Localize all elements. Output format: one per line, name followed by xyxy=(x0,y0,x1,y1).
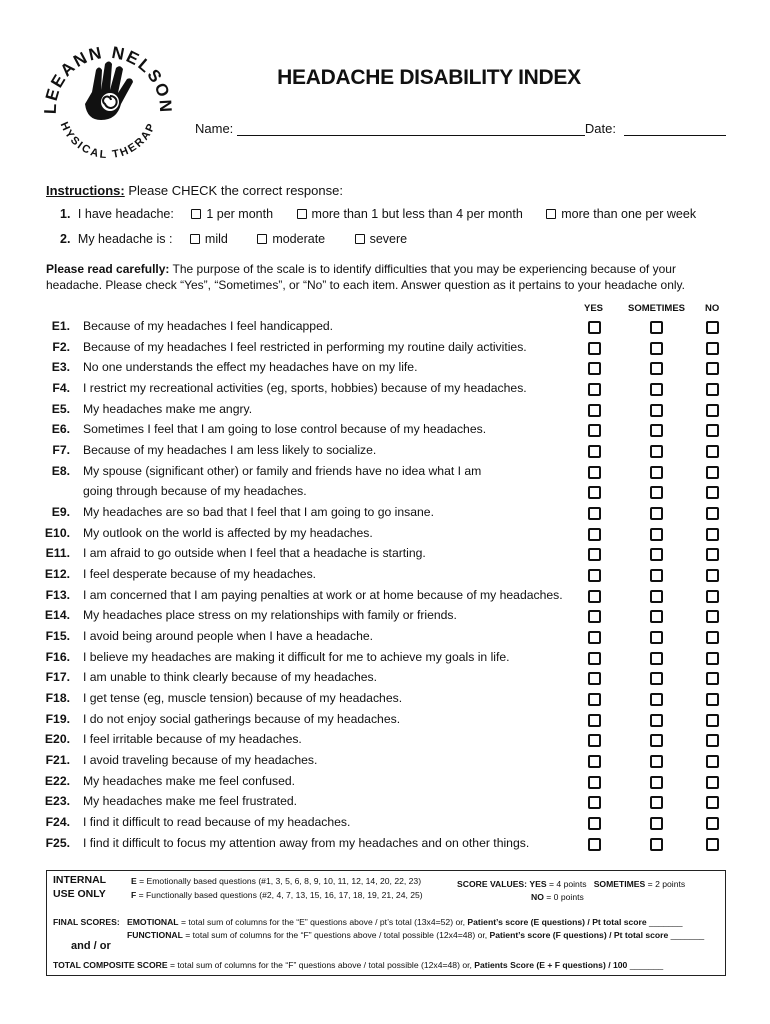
checkbox-yes[interactable] xyxy=(588,528,601,541)
checkbox-sometimes[interactable] xyxy=(650,424,663,437)
checkbox-yes[interactable] xyxy=(588,404,601,417)
read-carefully-paragraph: Please read carefully: The purpose of the scale is to identify difficulties that you may be experiencing because of your headache. Please check “Yes”, “Sometimes”, or “No” to each item. Answer question as it pertains to your headache only. xyxy=(46,262,685,292)
final-scores-label: FINAL SCORES: xyxy=(53,917,120,927)
question-row xyxy=(0,381,770,401)
question-row xyxy=(0,464,770,484)
checkbox-yes[interactable] xyxy=(588,548,601,561)
score-no: NO = 0 points xyxy=(531,892,584,902)
question-row xyxy=(0,546,770,566)
question-text: I avoid being around people when I have a headache. xyxy=(83,628,374,643)
question-row xyxy=(0,691,770,711)
question-row xyxy=(0,567,770,587)
checkbox-no[interactable] xyxy=(706,693,719,706)
checkbox-icon[interactable] xyxy=(297,209,307,219)
question-text: I am concerned that I am paying penalties at work or at home because of my headaches. xyxy=(83,587,563,602)
question-number: E12. xyxy=(44,566,70,581)
question-text: I do not enjoy social gatherings because of my headaches. xyxy=(83,711,401,726)
checkbox-yes[interactable] xyxy=(588,672,601,685)
question-number: E1. xyxy=(51,319,70,333)
checkbox-no[interactable] xyxy=(706,714,719,727)
question-row xyxy=(0,650,770,670)
checkbox-no[interactable] xyxy=(706,528,719,541)
question-row xyxy=(0,732,770,752)
functional-score-line: FUNCTIONAL = total sum of columns for the “F” questions above / total possible (12x4=48) or, Patient’s score (F questions) / Pt total score _______ xyxy=(127,930,705,940)
checkbox-icon[interactable] xyxy=(546,209,556,219)
checkbox-no[interactable] xyxy=(706,590,719,603)
checkbox-sometimes[interactable] xyxy=(650,507,663,520)
checkbox-sometimes[interactable] xyxy=(650,569,663,582)
composite-score-line: TOTAL COMPOSITE SCORE = total sum of columns for the “F” questions above / total possible (12x4=48) or, Patients Score (E + F questions) / 100 _______ xyxy=(53,960,664,970)
question-number: F17. xyxy=(45,670,70,685)
question-number: E9. xyxy=(51,504,70,519)
question-row xyxy=(0,443,770,463)
question-number: F4. xyxy=(52,380,70,395)
checkbox-no[interactable] xyxy=(706,796,719,809)
logo-top-text: LEEANN NELSON xyxy=(40,42,176,115)
question-number: E5. xyxy=(51,401,70,416)
checkbox-yes[interactable] xyxy=(588,796,601,809)
q2-option-3[interactable]: severe xyxy=(355,232,408,246)
question-row xyxy=(0,422,770,442)
checkbox-sometimes[interactable] xyxy=(650,652,663,665)
question-number: F21. xyxy=(45,752,70,767)
question-row xyxy=(0,360,770,380)
question-text: Because of my headaches I am less likely to socialize. xyxy=(83,442,377,457)
question-number: E20. xyxy=(44,732,70,747)
question-row xyxy=(0,670,770,690)
checkbox-sometimes[interactable] xyxy=(650,631,663,644)
question-text: My outlook on the world is affected by my headaches. xyxy=(83,525,373,540)
date-label: Date: xyxy=(584,121,616,136)
question-row xyxy=(0,588,770,608)
question-text: I avoid traveling because of my headaches. xyxy=(83,752,318,767)
e-definition: E = Emotionally based questions (#1, 3, 5, 6, 8, 9, 10, 11, 12, 14, 20, 22, 23) xyxy=(131,876,422,886)
instructions-heading: Instructions: xyxy=(46,183,125,198)
checkbox-sometimes[interactable] xyxy=(650,404,663,417)
checkbox-yes[interactable] xyxy=(588,383,601,396)
question-text: I am unable to think clearly because of my headaches. xyxy=(83,670,378,685)
question-number: E6. xyxy=(51,422,70,437)
checkbox-no[interactable] xyxy=(706,838,719,851)
checkbox-sometimes[interactable] xyxy=(650,362,663,375)
q1-option-1[interactable]: 1 per month xyxy=(191,207,273,221)
checkbox-no[interactable] xyxy=(706,610,719,623)
checkbox-no[interactable] xyxy=(706,631,719,644)
name-label: Name: xyxy=(195,121,234,136)
instructions xyxy=(46,183,343,198)
question-row xyxy=(0,712,770,732)
checkbox-yes[interactable] xyxy=(588,838,601,851)
q2-label: My headache is : xyxy=(77,232,173,246)
checkbox-icon[interactable] xyxy=(190,234,200,244)
checkbox-yes[interactable] xyxy=(588,610,601,623)
question-number: E8. xyxy=(51,463,70,478)
question-text: I feel desperate because of my headaches. xyxy=(83,566,317,581)
question-text: My headaches make me feel frustrated. xyxy=(83,794,298,809)
checkbox-sometimes[interactable] xyxy=(650,817,663,830)
checkbox-no[interactable] xyxy=(706,445,719,458)
checkbox-yes[interactable] xyxy=(588,755,601,768)
checkbox-yes[interactable] xyxy=(588,817,601,830)
question-frequency xyxy=(60,207,696,221)
question-text: No one understands the effect my headaches have on my life. xyxy=(83,360,418,375)
checkbox-sometimes[interactable] xyxy=(650,610,663,623)
question-text: I believe my headaches are making it difficult for me to achieve my goals in life. xyxy=(83,649,510,664)
question-number: F19. xyxy=(45,711,70,726)
score-values: SCORE VALUES: YES = 4 points SOMETIMES = 2 points xyxy=(457,879,686,889)
checkbox-yes[interactable] xyxy=(588,734,601,747)
checkbox-sometimes[interactable] xyxy=(650,838,663,851)
question-text: I am afraid to go outside when I feel that a headache is starting. xyxy=(83,546,426,561)
checkbox-yes[interactable] xyxy=(588,776,601,789)
question-number: F16. xyxy=(45,649,70,664)
checkbox-sometimes[interactable] xyxy=(650,548,663,561)
checkbox-no[interactable] xyxy=(706,486,719,499)
checkbox-yes[interactable] xyxy=(588,507,601,520)
question-number: E14. xyxy=(44,608,70,623)
question-row xyxy=(0,753,770,773)
checkbox-no[interactable] xyxy=(706,817,719,830)
question-number: E3. xyxy=(51,360,70,375)
checkbox-yes[interactable] xyxy=(588,569,601,582)
question-number: E22. xyxy=(44,773,70,788)
question-text: Because of my headaches I feel handicapped. xyxy=(83,319,334,333)
question-text: I get tense (eg, muscle tension) because of my headaches. xyxy=(83,690,403,705)
q2-number: 2. xyxy=(60,232,71,246)
question-row xyxy=(0,484,770,504)
checkbox-yes[interactable] xyxy=(588,714,601,727)
emotional-score-line: EMOTIONAL = total sum of columns for the “E” questions above / pt’s total (13x4=52) or, Patient’s score (E questions) / Pt total score _______ xyxy=(127,917,683,927)
checkbox-sometimes[interactable] xyxy=(650,590,663,603)
q1-label: I have headache: xyxy=(77,207,174,221)
checkbox-sometimes[interactable] xyxy=(650,528,663,541)
internal-use-box xyxy=(46,870,726,976)
checkbox-sometimes[interactable] xyxy=(650,734,663,747)
checkbox-no[interactable] xyxy=(706,548,719,561)
column-header-no: NO xyxy=(705,303,720,314)
question-row xyxy=(0,774,770,794)
checkbox-sometimes[interactable] xyxy=(650,342,663,355)
question-number: F13. xyxy=(45,587,70,602)
internal-use-label: INTERNAL USE ONLY xyxy=(53,874,107,900)
checkbox-sometimes[interactable] xyxy=(650,776,663,789)
checkbox-yes[interactable] xyxy=(588,590,601,603)
checkbox-yes[interactable] xyxy=(588,693,601,706)
checkbox-no[interactable] xyxy=(706,776,719,789)
question-text: My spouse (significant other) or family and friends have no idea what I am xyxy=(83,463,482,478)
question-row xyxy=(0,526,770,546)
checkbox-no[interactable] xyxy=(706,507,719,520)
question-row xyxy=(0,836,770,856)
question-number: E11. xyxy=(45,546,70,561)
clinic-logo xyxy=(38,40,178,170)
checkbox-no[interactable] xyxy=(706,404,719,417)
checkbox-no[interactable] xyxy=(706,321,719,334)
checkbox-sometimes[interactable] xyxy=(650,445,663,458)
checkbox-sometimes[interactable] xyxy=(650,383,663,396)
checkbox-yes[interactable] xyxy=(588,445,601,458)
q1-number: 1. xyxy=(60,207,71,221)
checkbox-yes[interactable] xyxy=(588,652,601,665)
column-header-sometimes: SOMETIMES xyxy=(628,303,686,314)
question-number: E23. xyxy=(44,794,70,809)
checkbox-no[interactable] xyxy=(706,362,719,375)
question-number: F24. xyxy=(45,814,70,829)
q2-option-2[interactable]: moderate xyxy=(257,232,325,246)
checkbox-yes[interactable] xyxy=(588,466,601,479)
q1-option-3[interactable]: more than one per week xyxy=(546,207,696,221)
question-row xyxy=(0,815,770,835)
read-carefully-heading: Please read carefully: xyxy=(46,262,170,276)
checkbox-sometimes[interactable] xyxy=(650,672,663,685)
question-text: My headaches make me feel confused. xyxy=(83,773,296,788)
question-row xyxy=(0,608,770,628)
checkbox-sometimes[interactable] xyxy=(650,714,663,727)
checkbox-icon[interactable] xyxy=(191,209,201,219)
checkbox-no[interactable] xyxy=(706,383,719,396)
checkbox-no[interactable] xyxy=(706,569,719,582)
question-text: I find it difficult to read because of my headaches. xyxy=(83,814,351,829)
checkbox-sometimes[interactable] xyxy=(650,693,663,706)
question-row xyxy=(0,629,770,649)
question-text: My headaches place stress on my relationships with family or friends. xyxy=(83,608,457,623)
name-input-line[interactable] xyxy=(237,121,585,136)
question-text: Sometimes I feel that I am going to lose control because of my headaches. xyxy=(83,422,487,437)
question-number: F15. xyxy=(45,628,70,643)
checkbox-yes[interactable] xyxy=(588,321,601,334)
date-input-line[interactable] xyxy=(624,121,726,136)
checkbox-icon[interactable] xyxy=(257,234,267,244)
question-number: F7. xyxy=(52,442,70,457)
question-number: F25. xyxy=(45,835,70,850)
question-row xyxy=(0,319,770,339)
column-header-yes: YES xyxy=(584,303,604,314)
checkbox-no[interactable] xyxy=(706,652,719,665)
checkbox-yes[interactable] xyxy=(588,362,601,375)
question-number: F18. xyxy=(45,690,70,705)
question-row xyxy=(0,402,770,422)
checkbox-no[interactable] xyxy=(706,672,719,685)
checkbox-sometimes[interactable] xyxy=(650,755,663,768)
checkbox-sometimes[interactable] xyxy=(650,486,663,499)
f-definition: F = Functionally based questions (#2, 4, 7, 13, 15, 16, 17, 18, 19, 21, 24, 25) xyxy=(131,890,423,900)
instructions-text: Please CHECK the correct response: xyxy=(128,183,343,198)
checkbox-sometimes[interactable] xyxy=(650,466,663,479)
question-text: I find it difficult to focus my attention away from my headaches and on other things. xyxy=(83,835,530,850)
question-row xyxy=(0,505,770,525)
q2-option-1[interactable]: mild xyxy=(190,232,228,246)
question-number: E10. xyxy=(44,525,70,540)
name-field-row xyxy=(195,121,726,136)
checkbox-no[interactable] xyxy=(706,424,719,437)
question-row xyxy=(0,794,770,814)
checkbox-sometimes[interactable] xyxy=(650,321,663,334)
page-title: HEADACHE DISABILITY INDEX xyxy=(277,66,581,89)
question-text: My headaches are so bad that I feel that I am going to go insane. xyxy=(83,504,434,519)
checkbox-no[interactable] xyxy=(706,755,719,768)
checkbox-no[interactable] xyxy=(706,734,719,747)
checkbox-yes[interactable] xyxy=(588,424,601,437)
question-text: Because of my headaches I feel restricted in performing my routine daily activities. xyxy=(83,339,527,354)
checkbox-no[interactable] xyxy=(706,466,719,479)
checkbox-yes[interactable] xyxy=(588,342,601,355)
and-or-label: and / or xyxy=(71,940,111,952)
checkbox-icon[interactable] xyxy=(355,234,365,244)
logo-bottom-text: HYSICAL THERAP xyxy=(57,120,159,162)
checkbox-sometimes[interactable] xyxy=(650,796,663,809)
question-text: I feel irritable because of my headaches. xyxy=(83,732,302,747)
checkbox-yes[interactable] xyxy=(588,486,601,499)
question-text: going through because of my headaches. xyxy=(83,484,307,499)
question-severity xyxy=(60,232,407,246)
question-row xyxy=(0,340,770,360)
question-number: F2. xyxy=(52,339,70,354)
question-text: My headaches make me angry. xyxy=(83,401,253,416)
checkbox-no[interactable] xyxy=(706,342,719,355)
question-text: I restrict my recreational activities (eg, sports, hobbies) because of my headaches. xyxy=(83,380,527,395)
q1-option-2[interactable]: more than 1 but less than 4 per month xyxy=(297,207,523,221)
checkbox-yes[interactable] xyxy=(588,631,601,644)
